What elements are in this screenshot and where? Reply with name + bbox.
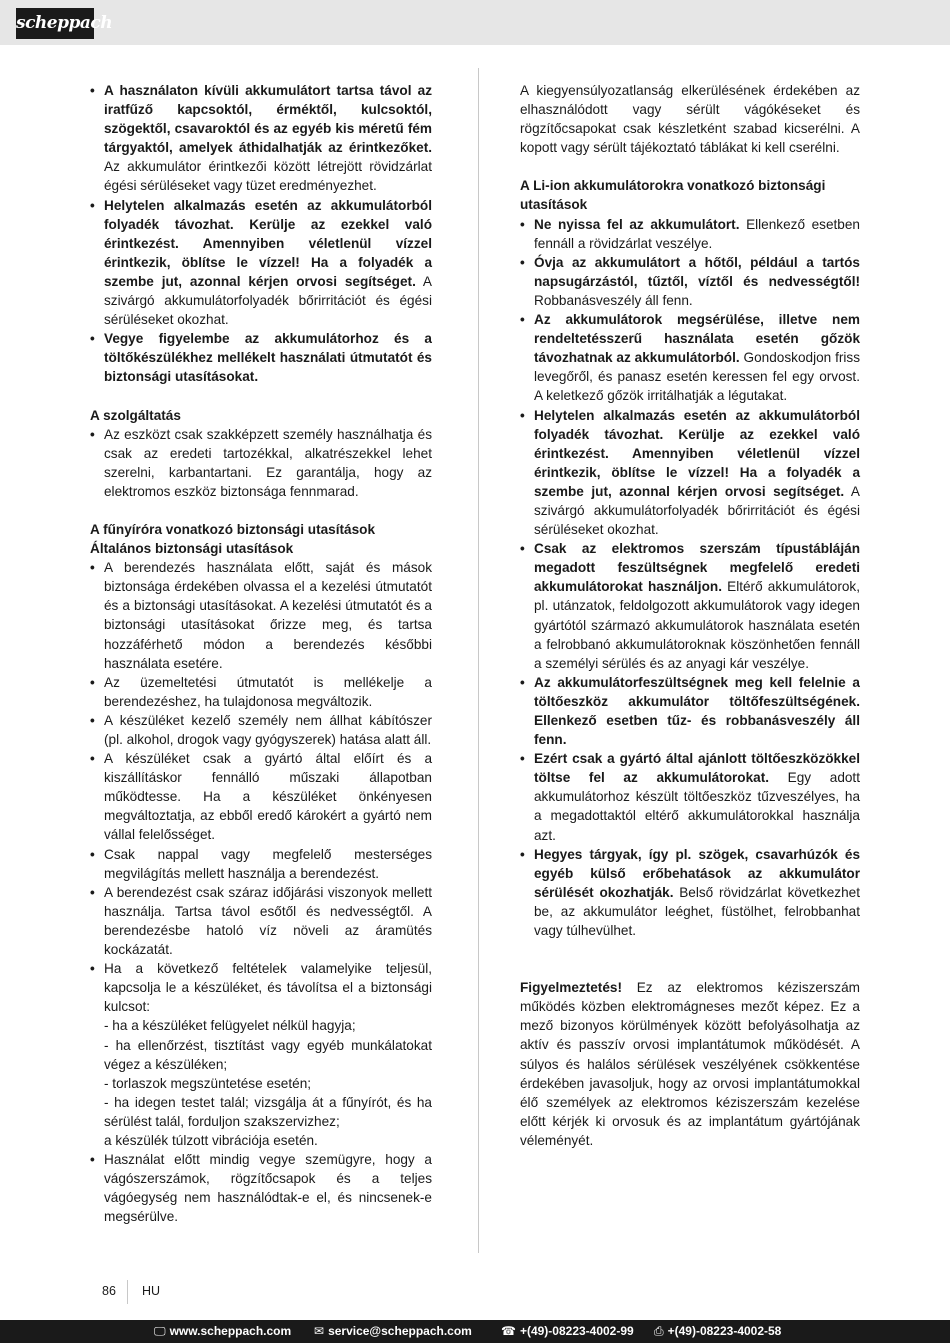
website-contact[interactable]: 🖵 www.scheppach.com — [154, 1320, 291, 1343]
list-item: • Hegyes tárgyak, így pl. szögek, csavarhúzók és egyéb külső erőbehatások az akkumulátor sérülését okozhatják. Belső rövidzárlat következhet be, az akkumulátor leéghet, füstölhet, felrobbanhat vagy túlhevülhet. — [520, 845, 860, 940]
warning-paragraph: Figyelmeztetés! Ez az elektromos kéziszerszám működés közben elektromágneses mezőt képez. Ez a mező bizonyos körülmények között befolyásolhatja az aktív és passzív orvosi implantátumok működését. A súlyos és halálos sérülések veszélyének csökkentése érdekében javasoljuk, hogy az orvosi implantátumokkal élő személyek az elektromos kéziszerszám kezelése előtt kérjék ki orvosuk és az implantátum gyártójának véleményét. — [520, 980, 860, 1148]
list-item: • Az akkumulátorok megsérülése, illetve nem rendeltetésszerű használata esetén gőzök távozhatnak az akkumulátorból. Gondoskodjon friss levegőről, és panasz esetén keressen fel egy orvost. A keletkező gőzök irritálhatják a légutakat. — [520, 310, 860, 405]
scheppach-logo: scheppach — [16, 8, 94, 39]
list-item: • Ha a következő feltételek valamelyike teljesül, kapcsolja le a készüléket, és távolítsa el a biztonsági kulcsot: - ha a készüléket felügyelet nélkül hagyja; - ha ellenőrzést, tisztítást vagy egyéb munkálatokat végez a készüléken; - torlaszok megszüntetése esetén; - ha idegen testet talál; vizsgálja át a fűnyírót, és ha sérülést talál, forduljon szakszervizhez; a készülék túlzott vibrációja esetén. — [90, 959, 432, 1150]
email-contact[interactable]: ✉ service@scheppach.com — [314, 1320, 472, 1343]
envelope-icon: ✉ — [314, 1324, 325, 1338]
list-item: • Az eszközt csak szakképzett személy használhatja és csak az eredeti tartozékkal, alkatrészekkel lehet szerelni, karbantartani. Ez garantálja, hogy az elektromos eszköz biztonsága fennmarad. — [90, 425, 432, 501]
list-item: • Ezért csak a gyártó által ajánlott töltőeszközökkel töltse fel az akkumulátorokat. Egy adott akkumulátorhoz készült töltőeszköz tűzveszélyes, ha a megadottaktól eltérő akkumulátorokkal használja azt. — [520, 749, 860, 844]
phone-icon: ☎ — [501, 1324, 516, 1338]
phone-contact: ☎ +(49)-08223-4002-99 — [501, 1320, 634, 1343]
list-item: • A berendezést csak száraz időjárási viszonyok mellett használja. Tartsa távol esőtől és nedvességtől. A berendezésbe hatoló víz növeli az áramütés kockázatát. — [90, 883, 432, 959]
service-list — [90, 425, 432, 501]
list-item: • A készüléket csak a gyártó által előírt és a kiszállításkor fennálló műszaki állapotban működtesse. Ha a készüléket önkényesen megváltoztatja, az ebből eredő károkért a gyártó nem vállal felelősséget. — [90, 749, 432, 844]
general-safety-heading: Általános biztonsági utasítások — [90, 541, 294, 557]
service-heading: A szolgáltatás — [90, 407, 181, 423]
list-item: • Ne nyissa fel az akkumulátort. Ellenkező esetben fennáll a rövidzárlat veszélye. — [520, 215, 860, 253]
footer-separator — [127, 1280, 128, 1304]
list-item: • A használaton kívüli akkumulátort tartsa távol az iratfűző kapcsoktól, érméktől, kulcsoktól, szögektől, csavaroktól és az egyéb kis méretű fém tárgyaktól, amelyek áthidalhatják az érintkezőket. Az akkumulátor érintkezői között létrejött rövidzárlat égési sérüléseket vagy tüzet eredményezhet. — [90, 81, 432, 196]
liion-safety-list — [520, 215, 860, 941]
monitor-icon: 🖵 — [154, 1324, 166, 1338]
list-item: • A berendezés használata előtt, saját és mások biztonsága érdekében olvassa el a kezelési útmutatót és a biztonsági utasításokat. A kezelési útmutatót és a biztonsági utasításokat őrizze meg, és tartsa hozzáférhető módon a berendezés későbbi használata esetére. — [90, 558, 432, 673]
left-column — [90, 81, 432, 1226]
list-item: • A készüléket kezelő személy nem állhat kábítószer (pl. alkohol, drogok vagy gyógyszerek) hatása alatt áll. — [90, 711, 432, 749]
replacement-paragraph: A kiegyensúlyozatlanság elkerülésének érdekében az elhasználódott vagy sérült vágókéseket és rögzítőcsapokat csak készletként szabad kicserélni. A kopott vagy sérült tájékoztató táblákat ki kell cserélni. — [520, 83, 860, 156]
list-item: • Csak nappal vagy megfelelő mesterséges megvilágítás mellett használja a berendezést. — [90, 845, 432, 883]
mower-safety-heading: A fűnyíróra vonatkozó biztonsági utasítások — [90, 521, 376, 537]
liion-safety-heading: A Li-ion akkumulátorokra vonatkozó biztonsági utasítások — [520, 178, 826, 213]
list-item: • Csak az elektromos szerszám típustábláján megadott feszültségnek megfelelő eredeti akkumulátorokat használjon. Eltérő akkumulátorok, pl. utánzatok, feldolgozott akkumulátorok vagy idegen gyártótól származó akkumulátorok használata esetén a felrobbanó akkumulátoroknak köszönhetően fennáll a személyi sérülés és az anyagi kár veszélye. — [520, 539, 860, 673]
fax-contact: ⎙ +(49)-08223-4002-58 — [654, 1320, 781, 1343]
column-divider — [478, 68, 479, 1253]
list-item: • Óvja az akkumulátort a hőtől, például a tartós napsugárzástól, tűztől, víztől és nedvességtől! Robbanásveszély áll fenn. — [520, 253, 860, 310]
page-number: 86 — [102, 1284, 116, 1298]
right-column — [520, 81, 860, 1150]
list-item: • Helytelen alkalmazás esetén az akkumulátorból folyadék távozhat. Kerülje az ezekkel való érintkezést. Amennyiben véletlenül vízzel érintkezik, öblítse le vízzel! Ha a folyadék a szembe jut, azonnal kérjen orvosi segítséget. A szivárgó akkumulátorfolyadék bőrirritációt és égési sérüléseket okozhat. — [90, 196, 432, 330]
list-item: • Az üzemeltetési útmutatót is mellékelje a berendezéshez, ha tulajdonosa megváltozik. — [90, 673, 432, 711]
general-safety-list — [90, 558, 432, 1226]
battery-safety-list — [90, 81, 432, 387]
fax-icon: ⎙ — [654, 1324, 664, 1338]
language-code: HU — [142, 1284, 161, 1298]
list-item: • Helytelen alkalmazás esetén az akkumulátorból folyadék távozhat. Kerülje az ezekkel való érintkezést. Amennyiben véletlenül vízzel érintkezik, öblítse le vízzel! Ha a folyadék a szembe jut, azonnal kérjen orvosi segítséget. A szivárgó akkumulátorfolyadék bőrirritációt és égési sérüléseket okozhat. — [520, 406, 860, 540]
list-item: • Vegye figyelembe az akkumulátorhoz és a töltőkészülékhez mellékelt használati útmutatót és biztonsági utasításokat. — [90, 329, 432, 386]
list-item: • Az akkumulátorfeszültségnek meg kell felelnie a töltőeszköz akkumulátor töltőfeszültségének. Ellenkező esetben tűz- és robbanásveszély áll fenn. — [520, 673, 860, 749]
header-bar — [0, 0, 950, 45]
list-item: • Használat előtt mindig vegye szemügyre, hogy a vágószerszámok, rögzítőcsapok és a teljes vágóegység nem használódtak-e el, és nincsenek-e megsérülve. — [90, 1150, 432, 1226]
contact-bar — [0, 1320, 950, 1343]
